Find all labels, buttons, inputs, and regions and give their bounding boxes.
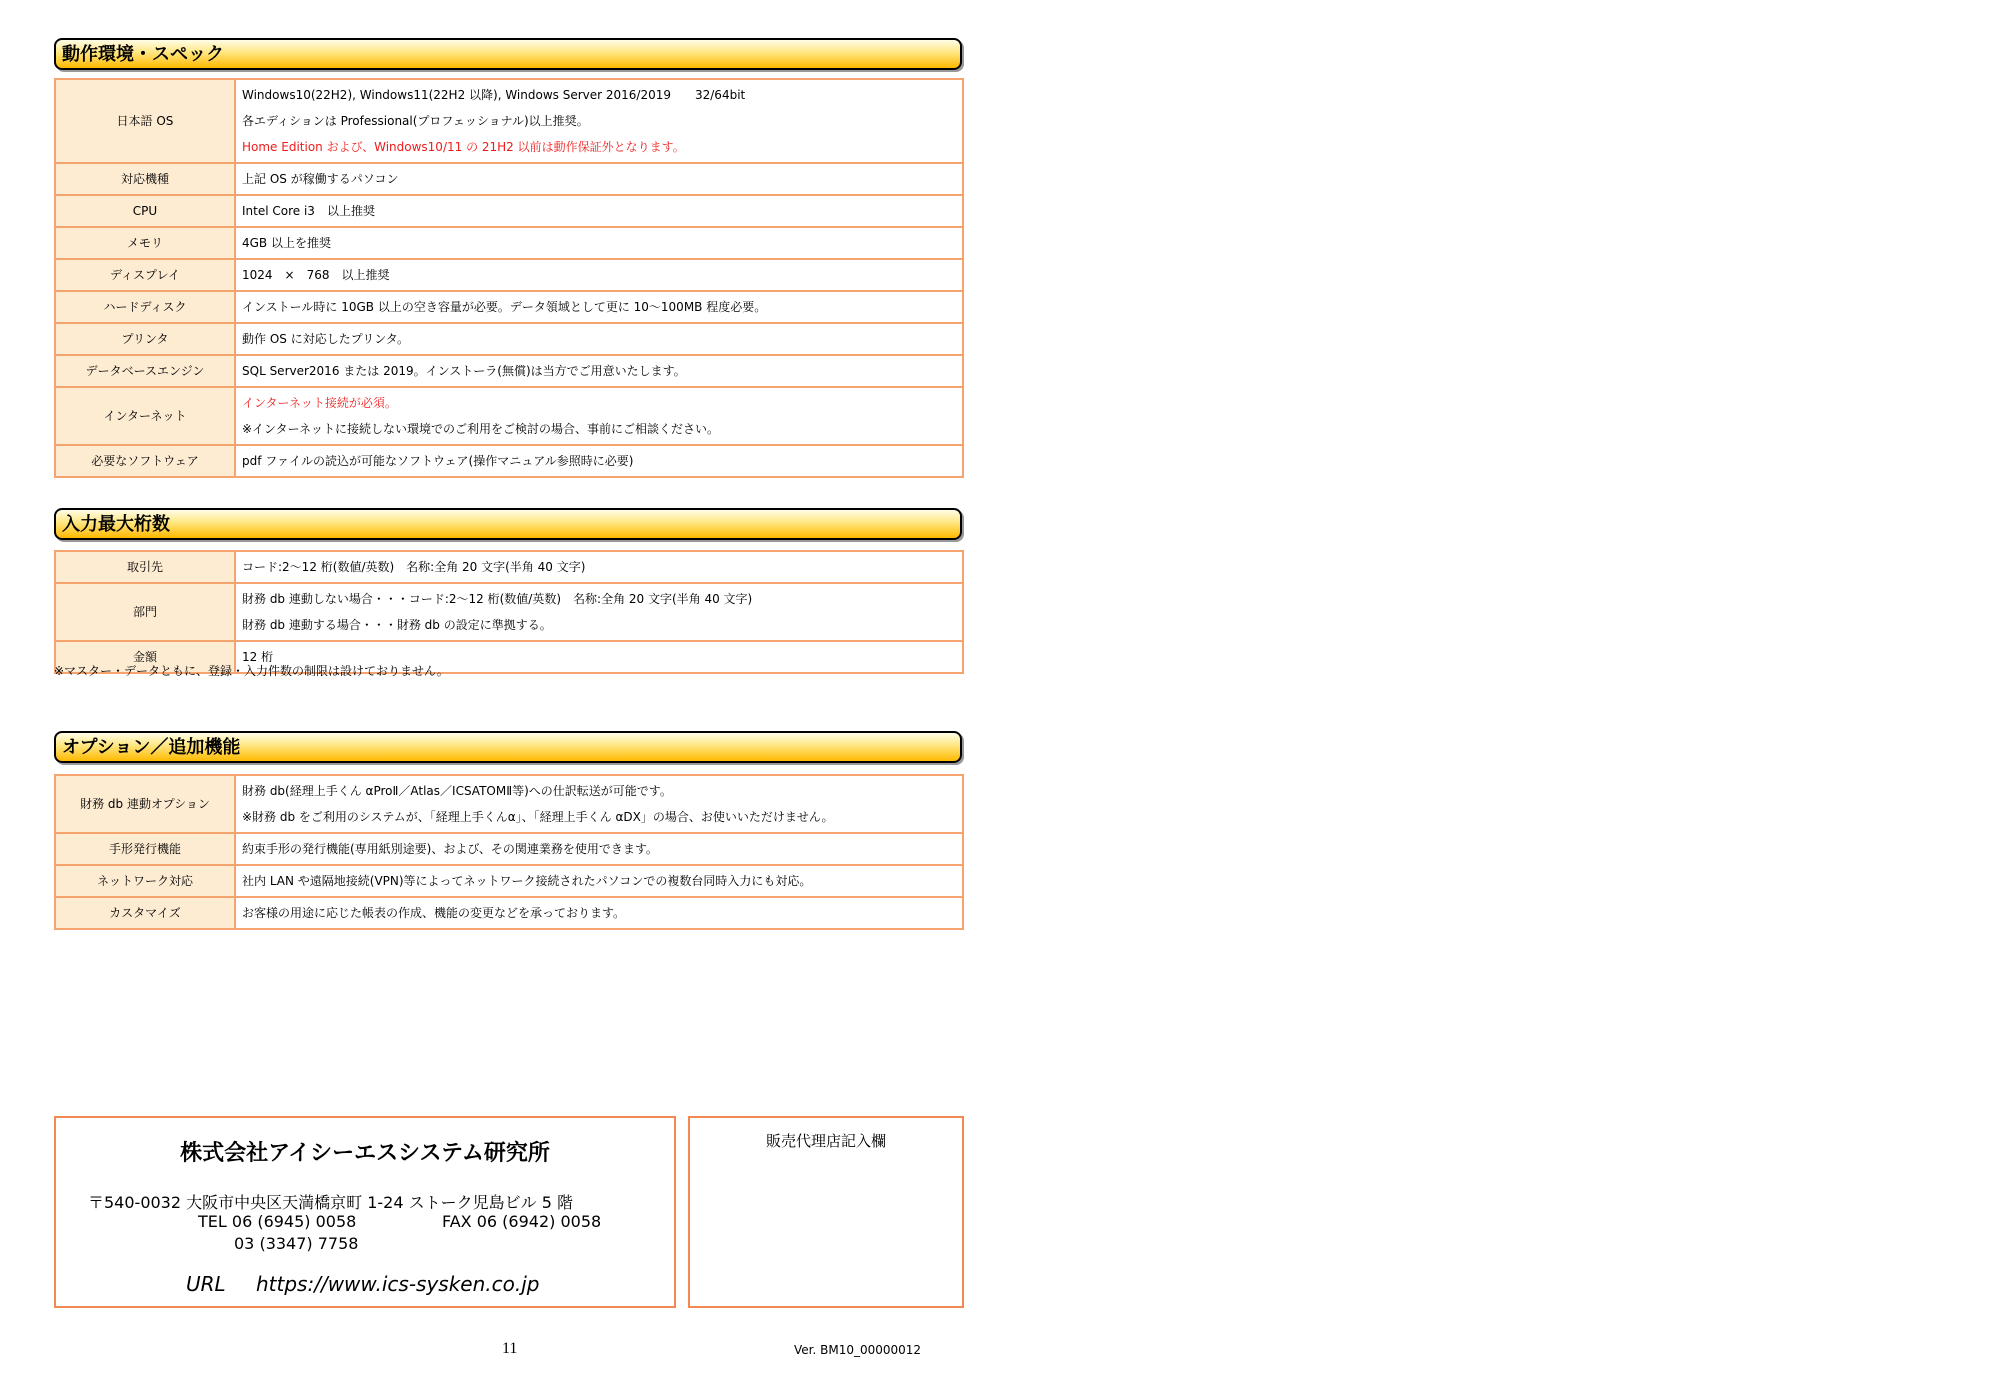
value-line: 4GB 以上を推奨 bbox=[242, 236, 331, 250]
value-line: ※財務 db をご利用のシステムが、「経理上手くんα」、「経理上手くん αDX」の場合、お使いいただけません。 bbox=[242, 810, 834, 824]
table-row bbox=[55, 583, 963, 641]
table-row bbox=[55, 195, 963, 227]
options-table bbox=[54, 774, 964, 930]
value-line: 12 桁 bbox=[242, 650, 274, 664]
value-line: 財務 db(経理上手くん αProⅡ／Atlas／ICSATOMⅡ等)への仕訳転送が可能です。 bbox=[242, 784, 672, 798]
value-line: コード:2～12 桁(数値/英数) 名称:全角 20 文字(半角 40 文字) bbox=[242, 560, 586, 574]
row-label: 手形発行機能 bbox=[55, 833, 235, 865]
company-info-box bbox=[54, 1116, 676, 1308]
table-row bbox=[55, 775, 963, 833]
row-value bbox=[235, 897, 963, 929]
value-line: pdf ファイルの読込が可能なソフトウェア(操作マニュアル参照時に必要) bbox=[242, 454, 634, 468]
row-label: 金額 bbox=[55, 641, 235, 673]
row-value bbox=[235, 551, 963, 583]
input-limits-note: ※マスター・データともに、登録・入力件数の制限は設けておりません。 bbox=[54, 664, 449, 678]
row-value bbox=[235, 227, 963, 259]
table-row bbox=[55, 355, 963, 387]
section-title-options: オプション／追加機能 bbox=[62, 737, 241, 758]
row-value bbox=[235, 355, 963, 387]
input-limits-table bbox=[54, 550, 964, 674]
table-row bbox=[55, 259, 963, 291]
value-line: 社内 LAN や遠隔地接続(VPN)等によってネットワーク接続されたパソコンでの複数台同時入力にも対応。 bbox=[242, 874, 812, 888]
row-value bbox=[235, 775, 963, 833]
table-row bbox=[55, 79, 963, 163]
row-label: 部門 bbox=[55, 583, 235, 641]
table-row bbox=[55, 323, 963, 355]
row-value bbox=[235, 323, 963, 355]
row-label: 取引先 bbox=[55, 551, 235, 583]
table-row bbox=[55, 833, 963, 865]
row-label: 対応機種 bbox=[55, 163, 235, 195]
company-address: 〒540-0032 大阪市中央区天満橋京町 1-24 ストーク児島ビル 5 階 bbox=[88, 1193, 573, 1212]
value-line: インターネット接続が必須。 bbox=[242, 396, 397, 410]
row-value bbox=[235, 387, 963, 445]
value-line: Home Edition および、Windows10/11 の 21H2 以前は動作保証外となります。 bbox=[242, 140, 685, 154]
value-line: ※インターネットに接続しない環境でのご利用をご検討の場合、事前にご相談ください。 bbox=[242, 422, 719, 436]
row-label: 日本語 OS bbox=[55, 79, 235, 163]
row-value bbox=[235, 195, 963, 227]
row-label: データベースエンジン bbox=[55, 355, 235, 387]
table-row bbox=[55, 163, 963, 195]
row-label: ネットワーク対応 bbox=[55, 865, 235, 897]
table-row bbox=[55, 865, 963, 897]
row-value bbox=[235, 259, 963, 291]
row-label: プリンタ bbox=[55, 323, 235, 355]
table-row bbox=[55, 387, 963, 445]
company-fax: FAX 06 (6942) 0058 bbox=[442, 1212, 602, 1231]
section-title-spec: 動作環境・スペック bbox=[62, 44, 224, 65]
table-row bbox=[55, 551, 963, 583]
section-header-spec bbox=[54, 38, 962, 70]
row-value bbox=[235, 833, 963, 865]
row-value bbox=[235, 291, 963, 323]
company-name: 株式会社アイシーエスシステム研究所 bbox=[180, 1141, 550, 1166]
value-line: インストール時に 10GB 以上の空き容量が必要。データ領域として更に 10～100MB 程度必要。 bbox=[242, 300, 767, 314]
value-line: 財務 db 連動する場合・・・財務 db の設定に準拠する。 bbox=[242, 618, 552, 632]
company-url-label: URL bbox=[186, 1272, 226, 1296]
row-label: ディスプレイ bbox=[55, 259, 235, 291]
table-row bbox=[55, 291, 963, 323]
row-value bbox=[235, 163, 963, 195]
value-line: お客様の用途に応じた帳表の作成、機能の変更などを承っております。 bbox=[242, 906, 626, 920]
section-header-options bbox=[54, 731, 962, 763]
value-line: 約束手形の発行機能(専用紙別途要)、および、その関連業務を使用できます。 bbox=[242, 842, 658, 856]
page-number: 11 bbox=[502, 1340, 518, 1357]
row-label: カスタマイズ bbox=[55, 897, 235, 929]
table-row bbox=[55, 897, 963, 929]
row-label: メモリ bbox=[55, 227, 235, 259]
value-line: SQL Server2016 または 2019。インストーラ(無償)は当方でご用意いたします。 bbox=[242, 364, 686, 378]
row-label: インターネット bbox=[55, 387, 235, 445]
row-label: 財務 db 連動オプション bbox=[55, 775, 235, 833]
sales-agent-box bbox=[688, 1116, 964, 1308]
company-tel: TEL 06 (6945) 0058 bbox=[198, 1212, 357, 1231]
section-title-input-limits: 入力最大桁数 bbox=[62, 514, 170, 535]
row-value bbox=[235, 583, 963, 641]
company-tel-tokyo: 03 (3347) 7758 bbox=[234, 1234, 359, 1253]
row-value bbox=[235, 79, 963, 163]
row-value bbox=[235, 865, 963, 897]
value-line: Intel Core i3 以上推奨 bbox=[242, 204, 375, 218]
value-line: 各エディションは Professional(プロフェッショナル)以上推奨。 bbox=[242, 114, 589, 128]
spec-table bbox=[54, 78, 964, 478]
table-row bbox=[55, 227, 963, 259]
value-line: 上記 OS が稼働するパソコン bbox=[242, 172, 399, 186]
row-label: 必要なソフトウェア bbox=[55, 445, 235, 477]
row-value bbox=[235, 445, 963, 477]
table-row bbox=[55, 445, 963, 477]
company-url[interactable]: https://www.ics-sysken.co.jp bbox=[256, 1272, 540, 1296]
version-label: Ver. BM10_00000012 bbox=[794, 1343, 922, 1357]
row-label: ハードディスク bbox=[55, 291, 235, 323]
section-header-input-limits bbox=[54, 508, 962, 540]
value-line: 動作 OS に対応したプリンタ。 bbox=[242, 332, 410, 346]
value-line: 1024 × 768 以上推奨 bbox=[242, 268, 390, 282]
sales-agent-title: 販売代理店記入欄 bbox=[765, 1132, 886, 1150]
value-line: 財務 db 連動しない場合・・・コード:2～12 桁(数値/英数) 名称:全角 20 文字(半角 40 文字) bbox=[242, 592, 753, 606]
row-label: CPU bbox=[55, 195, 235, 227]
value-line: Windows10(22H2), Windows11(22H2 以降), Windows Server 2016/2019 32/64bit bbox=[242, 88, 746, 102]
